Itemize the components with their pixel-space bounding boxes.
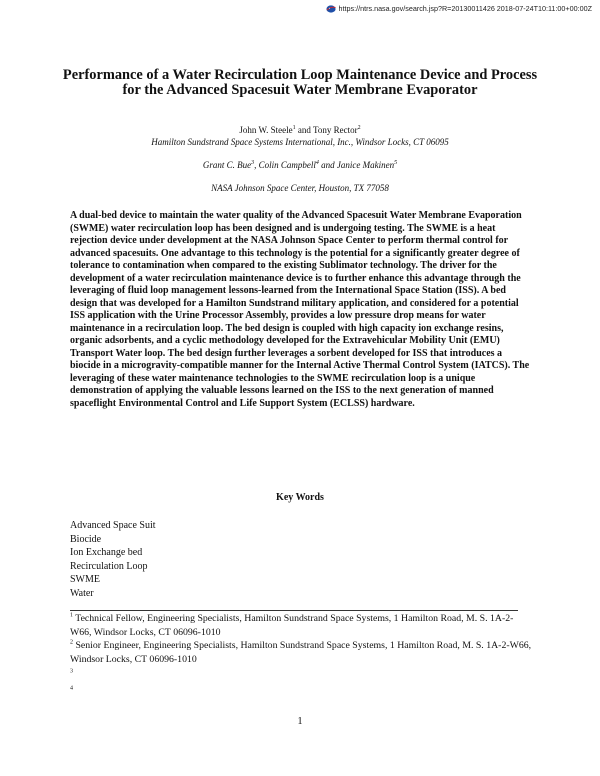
footnote-text: Technical Fellow, Engineering Specialists, Hamilton Sundstrand Space Systems, 1 Hamilton Road, M. S. 1A-2-W66, Windsor Locks, CT 06096-1010 bbox=[70, 613, 514, 638]
footnote-divider bbox=[70, 610, 518, 611]
author-separator: and bbox=[318, 160, 337, 170]
author-footnote-mark: 2 bbox=[357, 125, 361, 131]
keywords-heading: Key Words bbox=[276, 492, 324, 503]
author-footnote-mark: 4 bbox=[315, 160, 319, 166]
page-number: 1 bbox=[297, 716, 303, 727]
keyword-item: Advanced Space Suit bbox=[70, 520, 156, 531]
keyword-item: Water bbox=[70, 587, 94, 599]
footnote bbox=[70, 666, 532, 683]
keyword-item: Ion Exchange bed bbox=[70, 547, 143, 558]
ntrs-stamp bbox=[326, 4, 592, 13]
footnote-text: Senior Engineer, Engineering Specialists, Hamilton Sundstrand Space Systems, 1 Hamilton Road, M. S. 1A-2-W66, Windsor Locks, CT 06096-1010 bbox=[70, 640, 532, 665]
keywords-list bbox=[70, 519, 156, 600]
abstract: A dual-bed device to maintain the water quality of the Advanced Spacesuit Water Membrane Evaporation (SWME) water recirculation loop has been designed and is undergoing testing. The SWME is a heat rejection device under development at the NASA Johnson Space Center to perform thermal control for advanced spacesuits. One advantage to this technology is the potential for a significantly greater degree of tolerance to contamination when compared to the existing Sublimator technology. The driver for the development of a water recirculation maintenance device is to further enhance this advantage through the leveraging of fluid loop management lessons-learned from the International Space Station (ISS). A bed design that was developed for a Hamilton Sundstrand military application, and considered for a potential ISS application with the Urine Processor Assembly, provides a low pressure drop means for water maintenance in a recirculation loop. The bed design is coupled with high capacity ion exchange resins, organic adsorbents, and a cyclic methodology developed for the Extravehicular Mobility Unit (EMU) Transport Water loop. The bed design further leverages a sorbent developed for ISS that introduces a biocide in a microgravity-compatible manner for the Internal Active Thermal Control System (IATCS). The leveraging of these water maintenance technologies to the SWME recirculation loop is a unique demonstration of applying the valuable lessons learned on the ISS to the next generation of manned spaceflight Environmental Control and Life Support System (ECLSS) hardware. bbox=[70, 210, 530, 409]
author-separator: , bbox=[254, 160, 259, 170]
author-name: Colin Campbell bbox=[258, 160, 316, 170]
author-footnote-mark: 3 bbox=[251, 160, 255, 166]
footnote bbox=[70, 612, 532, 639]
author-line-2 bbox=[70, 160, 530, 171]
footnote-mark: 1 bbox=[70, 612, 73, 619]
affiliation-2: NASA Johnson Space Center, Houston, TX 77058 bbox=[211, 183, 389, 193]
author-joiner: and bbox=[295, 125, 313, 135]
footnotes bbox=[70, 612, 532, 700]
ntrs-link[interactable]: https://ntrs.nasa.gov/search.jsp?R=20130011426 2018-07-24T10:11:00+00:00Z bbox=[338, 4, 592, 13]
author-line-1 bbox=[70, 125, 530, 136]
keyword-item: Recirculation Loop bbox=[70, 560, 148, 572]
author-name: Grant C. Bue bbox=[202, 160, 252, 170]
keyword-item: SWME bbox=[70, 574, 100, 585]
nasa-ntrs-logo-icon bbox=[326, 5, 336, 13]
footnote-mark: 2 bbox=[70, 639, 73, 646]
paper-title: Performance of a Water Recirculation Loop Maintenance Device and Process for the Advanced Spacesuit Water Membrane Evaporator bbox=[62, 67, 538, 98]
footnote bbox=[70, 639, 532, 666]
footnote-mark: 4 bbox=[70, 685, 73, 692]
author-footnote-mark: 1 bbox=[292, 125, 296, 131]
footnote bbox=[70, 683, 532, 700]
author-name: John W. Steele bbox=[239, 125, 293, 135]
footnote-mark: 3 bbox=[70, 668, 73, 675]
author-footnote-mark: 5 bbox=[394, 160, 398, 166]
keyword-item: Biocide bbox=[70, 533, 102, 545]
author-name: Janice Makinen bbox=[336, 160, 395, 170]
affiliation-1: Hamilton Sundstrand Space Systems International, Inc., Windsor Locks, CT 06095 bbox=[151, 137, 449, 147]
author-name: Tony Rector bbox=[312, 125, 358, 135]
